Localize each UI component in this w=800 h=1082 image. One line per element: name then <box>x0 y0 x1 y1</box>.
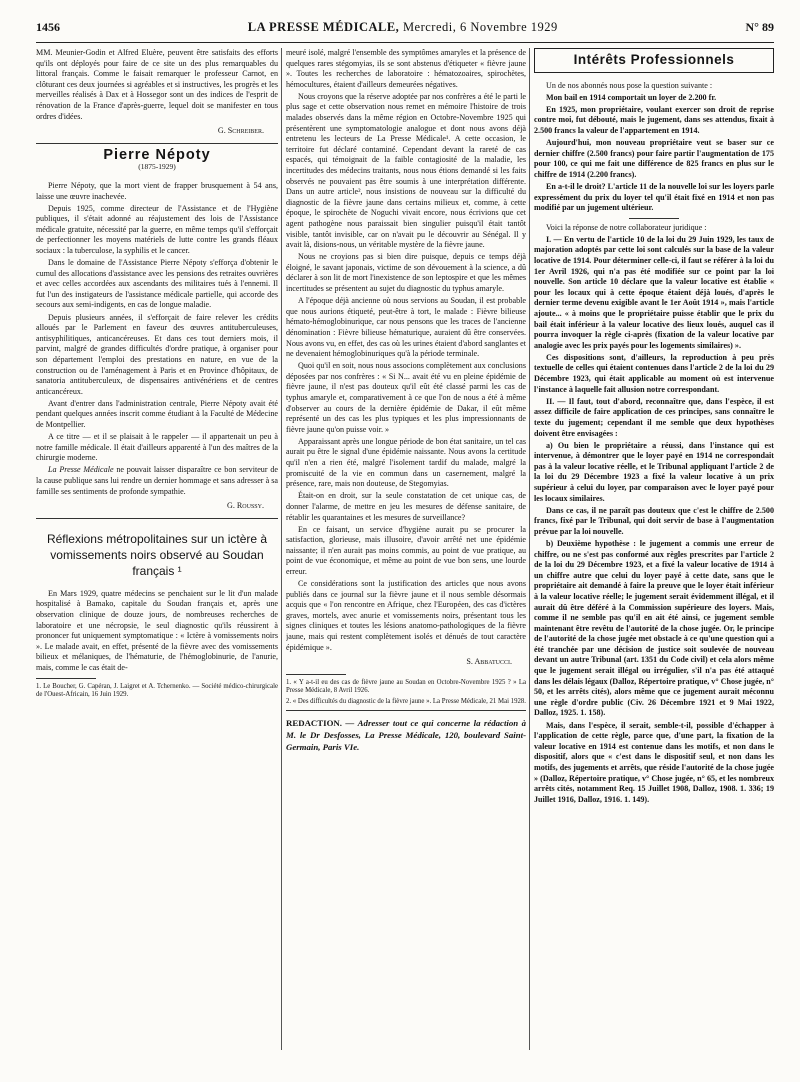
page-number: 1456 <box>36 20 60 34</box>
paragraph: Voici la réponse de notre collaborateur juridique : <box>546 222 707 232</box>
section-title: Intérêts Professionnels <box>573 52 735 67</box>
issue-number: N° 89 <box>745 20 774 34</box>
paragraph: La Presse Médicale ne pouvait laisser disparaître ce bon serviteur de la cause publique sans lui rendre un dernier hommage et sans adresser à sa famille ses sentiments de profonde sympathie. <box>36 465 278 496</box>
footnote: 1. « Y a-t-il eu des cas de fièvre jaune au Soudan en Octobre-Novembre 1925 ? » La Presse Médicale, 8 Avril 1926. <box>286 678 526 695</box>
answer-paragraph: Mais, dans l'espèce, il serait, semble-t-il, possible d'échapper à l'application de cette règle, parce que, d'une part, la fixation de la valeur locative en 1914 est contenue dans les motifs, et non dans le dispositif, alors que « c'est dans le dispositif seul, et non dans les motifs, des jugements et arrêts, que réside l'autorité de la chose jugée » (Dalloz, Répertoire pratique, v° Chose jugée, n° 65, et les nombreux arrêts cités, notamment Req. 15 Juillet 1908, Dalloz, 1908. 1. 336; 19 Juillet 1916, Dalloz, 1916. 1. 149). <box>534 720 774 804</box>
signature: G. Schreiber. <box>217 126 264 136</box>
paragraph: Avant d'entrer dans l'administration centrale, Pierre Népoty avait été pendant quelques années inscrit comme étudiant à la Faculté de Médecine de Montpellier. <box>36 398 278 429</box>
obituary-dates: (1875-1929) <box>138 162 176 172</box>
obituary-title: Pierre Népoty <box>103 146 211 163</box>
answer-paragraph: II. — Il faut, tout d'abord, reconnaître que, dans l'espèce, il est assez difficile de faire application de ces principes, sans connaître le texte du jugement; cependant il me semble que deux hypothèses doivent être envisagées : <box>534 396 774 438</box>
paragraph: Était-on en droit, sur la seule constatation de cet unique cas, de donner l'alarme, de mettre en jeu les mesures de défense sanitaire, de rétablir les quarantaines et les mesures de surveillance? <box>286 491 526 522</box>
paragraph: Nous ne croyions pas si bien dire puisque, depuis ce temps déjà éloigné, le savant japonais, victime de son dévouement à la science, a dû déclarer à son lit de mort l'inexistence de son leptospire et que les mêmes incertitudes se présentent au sujet du diagnostic du typhus amaryle. <box>286 252 526 294</box>
divider <box>286 710 526 711</box>
paragraph: Depuis 1925, comme directeur de l'Assistance et de l'Hygiène publiques, il s'était adonné au réajustement des lois de l'Assistance médicale gratuite, nécessité par la guerre, en même temps qu'il s'efforçait de perfectionner les moyens matériels de lutte contre les grands fléaux sociaux : la tuberculose, la syphilis et le cancer. <box>36 203 278 255</box>
divider <box>36 518 278 519</box>
column-divider <box>529 48 530 1050</box>
paragraph: Dans le domaine de l'Assistance Pierre Népoty s'efforça d'obtenir le cumul des allocations d'assistance avec les pensions des retraites ouvrières et avec celles accordées aux ascendants des militaires tués à l'ennemi. Il fut l'un des instigateurs de l'assistance médicale partielle, qui accorde des secours aux semi-indigents, en cas de longue maladie. <box>36 258 278 310</box>
paragraph: A ce titre — et il se plaisait à le rappeler — il appartenait un peu à notre famille médicale. Il était d'ailleurs apparenté à l'un des maîtres de la chirurgie moderne. <box>36 432 278 463</box>
signature: G. Roussy. <box>227 501 264 511</box>
question-paragraph: En 1925, mon propriétaire, voulant exercer son droit de reprise contre moi, fut débouté, mais le jugement, dans ses attendus, fixait à 2.500 francs la valeur de l'appartement en 1914. <box>534 104 774 135</box>
journal-title: LA PRESSE MÉDICALE, Mercredi, 6 Novembre 1929 <box>247 20 558 34</box>
issue-date: Mercredi, 6 Novembre 1929 <box>402 20 558 34</box>
column-divider <box>281 48 282 1050</box>
paragraph: meuré isolé, malgré l'ensemble des symptômes amaryles et la présence de quelques rares stégomyias, ils se sont abstenus d'étiqueter « fièvre jaune ». Toutes les recherches de laboratoire : hématozoaires, spirochètes, hémocultures, étaient d'ailleurs demeurées négatives. <box>286 48 526 89</box>
column-2 <box>286 48 526 1082</box>
question-paragraph: Mon bail en 1914 comportait un loyer de 2.200 fr. <box>546 92 717 102</box>
paragraph: Pierre Népoty, que la mort vient de frapper brusquement à 54 ans, laisse une œuvre inachevée. <box>36 180 278 201</box>
header-rule <box>36 42 774 43</box>
column-3 <box>534 48 774 1082</box>
article-title: Réflexions métropolitaines sur un ictère à vomissements noirs observé au Soudan français ¹ <box>46 531 268 578</box>
paragraph: Depuis plusieurs années, il s'efforçait de faire relever les crédits alloués par le Parlement en faveur des œuvres antituberculeuses, antisyphilitiques, anticancéreuses. Et dans ces tout derniers mois, il parvint, malgré de grandes difficultés d'ordre pratique, à organiser pour son département l'emploi des prestations en nature, en vue de la construction ou de l'aménagement à Paris et en Province d'hôpitaux, de sanatoria antituberculeux, de dispensaires antivénériens et de centres anticancéreux. <box>36 312 278 396</box>
footnote-rule <box>286 674 346 675</box>
footnote: 1. Le Boucher, G. Capéran, J. Laigret et A. Tchernenko. — Société médico-chirurgicale de l'Ouest-Africain, 16 Juin 1929. <box>36 682 278 699</box>
question-paragraph: En a-t-il le droit? L'article 11 de la nouvelle loi sur les loyers parle expressément du prix du loyer tel qu'il était fixé en 1914 et non pas modifié par un jugement ultérieur. <box>534 181 774 213</box>
signature: S. Abbatucci. <box>466 657 512 667</box>
paragraph: Ce considérations sont la justification des articles que nous avons publiés dans ce journal sur la fièvre jaune et il nous semble désormais acquis que « l'on rencontre en Afrique, chez l'Européen, des cas d'ictères graves, mortels, avec anurie et vomissements noirs, présentant tous les signes cliniques et toutes les lésions anatomo-pathologiques de la fièvre jaune, mais qui restent complètement isolés et dénués de tout caractère épidémique ». <box>286 579 526 652</box>
answer-paragraph: a) Ou bien le propriétaire a réussi, dans l'instance qui est intervenue, à démontrer que le loyer payé en 1914 ne correspondait pas à la valeur locative réelle, et le Tribunal appliquant l'article 2 de la loi du 29 Décembre 1923 a fixé la valeur locative à un prix supérieur à celui du loyer, par comparaison avec le loyer payé pour les locaux similaires. <box>534 440 774 503</box>
paragraph: MM. Meunier-Godin et Alfred Eluère, peuvent être satisfaits des efforts qu'ils ont déployés pour faire de ce site un des plus remarquables du littoral français. Comme le faisait remarquer le professeur Carnot, en clôturant ces deux journées si agréables et si instructives, les progrès et les merveilles réalisés à Dax et à Hossegor sont un des indices de l'esprit de rénovation de la France d'après-guerre, lequel doit se manifester en tous ordres d'idées. <box>36 48 278 121</box>
section-box <box>534 48 774 73</box>
answer-paragraph: Dans ce cas, il ne paraît pas douteux que c'est le chiffre de 2.500 francs, fixé par le Tribunal, qui doit servir de base à l'augmentation prévue par la loi nouvelle. <box>534 505 774 536</box>
divider <box>629 218 679 219</box>
divider <box>36 143 278 144</box>
paragraph: Apparaissant après une longue période de bon état sanitaire, un tel cas aurait pu être le signal d'une épidémie naissante. Nous avons la certitude qu'il n'en a rien été, malgré l'isolement tardif du malade, malgré la promiscuité de la vie en commun dans un casernement, malgré la présence, rare, mais non douteuse, de Stegomyias. <box>286 436 526 489</box>
answer-paragraph: b) Deuxième hypothèse : le jugement a commis une erreur de chiffre, ou ne s'est pas conformé aux règles prescrites par l'article 2 de la loi du 29 Décembre 1923, et a fixé la valeur locative de 1914 à un chiffre autre que celui du loyer payé à cette date, sans que le propriétaire ait demandé à faire la preuve que le loyer était inférieur à la valeur locative réelle; le jugement serait évidemment illégal, et il aurait dû être déféré à la Commission supérieure des loyers. Mais, comme il ne semble pas qu'il en ait été ainsi, ce jugement semble maintenant être revêtu de l'autorité de la chose jugée. Or, le principe de l'autorité de la chose jugée met obstacle à ce qu'une question qui a été tranchée par une décision de justice soit soulevée de nouveau devant un autre Tribunal (art. 1351 du Code civil) et cela alors même que le jugement serait illégal ou irrégulier, s'il n'a pas été attaqué dans les délais légaux (Dalloz, Répertoire pratique, v° Chose jugée, n° 50, et les arrêts cités), alors même que ce jugement aurait méconnu une règle d'ordre public (Civ. 26 Décembre 1921 et 9 Mai 1922, Dalloz, 1925. 1. 158). <box>534 538 774 718</box>
paragraph: Un de nos abonnés nous pose la question suivante : <box>546 80 713 90</box>
paragraph: Nous croyons que la réserve adoptée par nos confrères a été le parti le plus sage et cette observation nous remet en mémoire l'histoire de trois malades observés dans la même région en Octobre-Novembre 1925 qui présentèrent une symptomatologie analogue et dont nous avons déjà entretenu les lecteurs de La Presse Médicale¹. A cette occasion, le territoire fut déclaré contaminé. Cependant devant la rareté de cas espacés, qui témoignait de la faible contagiosité de la maladie, les incertitudes des médecins traitants, nous nous étions demandé si les faits observés ne pouvaient pas être soumis à une interprétation différente. Dans un autre article², nous insistions de nouveau sur la difficulté du diagnostic de la fièvre jaune dans certains milieux et, comme, à cette époque, le spirochète de Noguchi vivait encore, nous écrivions que cet agent pathogène nous paraissait bien singulier puisqu'il était tantôt visible, tantôt invisible, car on n'avait pu le découvrir au Sénégal. Il y avait là, disions-nous, un véritable mystère de la fièvre jaune. <box>286 91 526 250</box>
answer-paragraph: Ces dispositions sont, d'ailleurs, la reproduction à peu près textuelle de celles qui étaient contenues dans l'article 2 de la loi du 29 Décembre 1923, qui était applicable au moment où est intervenue l'instance à laquelle fait allusion notre correspondant. <box>534 352 774 394</box>
paragraph: En ce faisant, un service d'hygiène aurait pu se procurer la satisfaction, glorieuse, mais illusoire, d'avoir arrêté net une épidémie naissante; il n'en aurait pas moins commis, au point de vue pratique, au point de vue économique, et même au point de vue bon sens, une lourde erreur. <box>286 524 526 576</box>
answer-paragraph: I. — En vertu de l'article 10 de la loi du 29 Juin 1929, les taux de majoration adoptés par cette loi sont calculés sur la base de la valeur locative de 1914. Pour déterminer celle-ci, il faut se référer à la loi du 1er Avril 1926, qui n'a pas été modifiée sur ce point par la loi nouvelle. Son article 10 déclare que la valeur locative est établie « pour les locaux qui à cette époque étaient déjà loués, d'après le dernier terme devenu exigible avant le 1er Août 1914 », mais l'article ajoute... « à moins que le propriétaire puisse établir que le prix du bail était inférieur à la valeur locative des lieux loués, auquel cas il pourra invoquer la règle ci-après (fixation de la valeur locative par analogie avec les prix payés pour les logements similaires) ». <box>534 234 774 350</box>
redaction-notice: REDACTION. — Adresser tout ce qui concerne la rédaction à M. le Dr Desfosses, La Presse Médicale, 120, boulevard Saint-Germain, Paris VIe. <box>286 718 526 753</box>
paragraph: Quoi qu'il en soit, nous nous associons complètement aux conclusions déposées par nos confrères : « Si N... avait été vu en pleine épidémie de fièvre jaune, il n'est pas douteux qu'il eût été classé parmi les cas de typhus amaryle et, comparativement à ce que l'on de nous a été à même d'observer au cours de la dernière épidémie de Dakar, il eût même représenté un des cas les plus typiques et les plus impressionnants de fièvre jaune qu'on puisse voir. » <box>286 361 526 434</box>
question-paragraph: Aujourd'hui, mon nouveau propriétaire veut se baser sur ce dernier chiffre (2.500 francs) pour faire partir l'augmentation de 175 pour 100, ce qui me fait une différence de 825 francs en plus sur le chiffre de 1914 (2.200 francs). <box>534 138 774 179</box>
footnote-rule <box>36 678 96 679</box>
page-header <box>36 20 774 44</box>
footnote: 2. « Des difficultés du diagnostic de la fièvre jaune ». La Presse Médicale, 21 Mai 1928. <box>286 697 526 705</box>
column-1 <box>36 48 278 1082</box>
paragraph: A l'époque déjà ancienne où nous servions au Soudan, il est probable que nous aurions étiqueté, peut-être à tort, le malade : Fièvre bilieuse hémato-hémoglobinurique, car nous pensons que les traces de l'ancienne dénomination : Fièvre bilieuse hématurique, auraient dû être conservées. Nous avons vu, en effet, des cas où les urines étaient d'abord sanglantes et ne devenaient hémoglobinuriques qu'à la période terminale. <box>286 296 526 359</box>
paragraph: En Mars 1929, quatre médecins se penchaient sur le lit d'un malade hospitalisé à Bamako, capitale du Soudan français et, après une observation clinique de douze jours, de nombreuses recherches de laboratoire et une nécropsie, le seul diagnostic qu'ils réussirent à prononcer fut uniquement symptomatique : « Ictère à vomissements noirs ». Le malade avait, en effet, présenté de la fièvre avec des vomissements bilieux et mélaniques, de l'hématurie, de l'hémoglobinurie, de l'anurie, mais, comme le cas était de- <box>36 588 278 672</box>
